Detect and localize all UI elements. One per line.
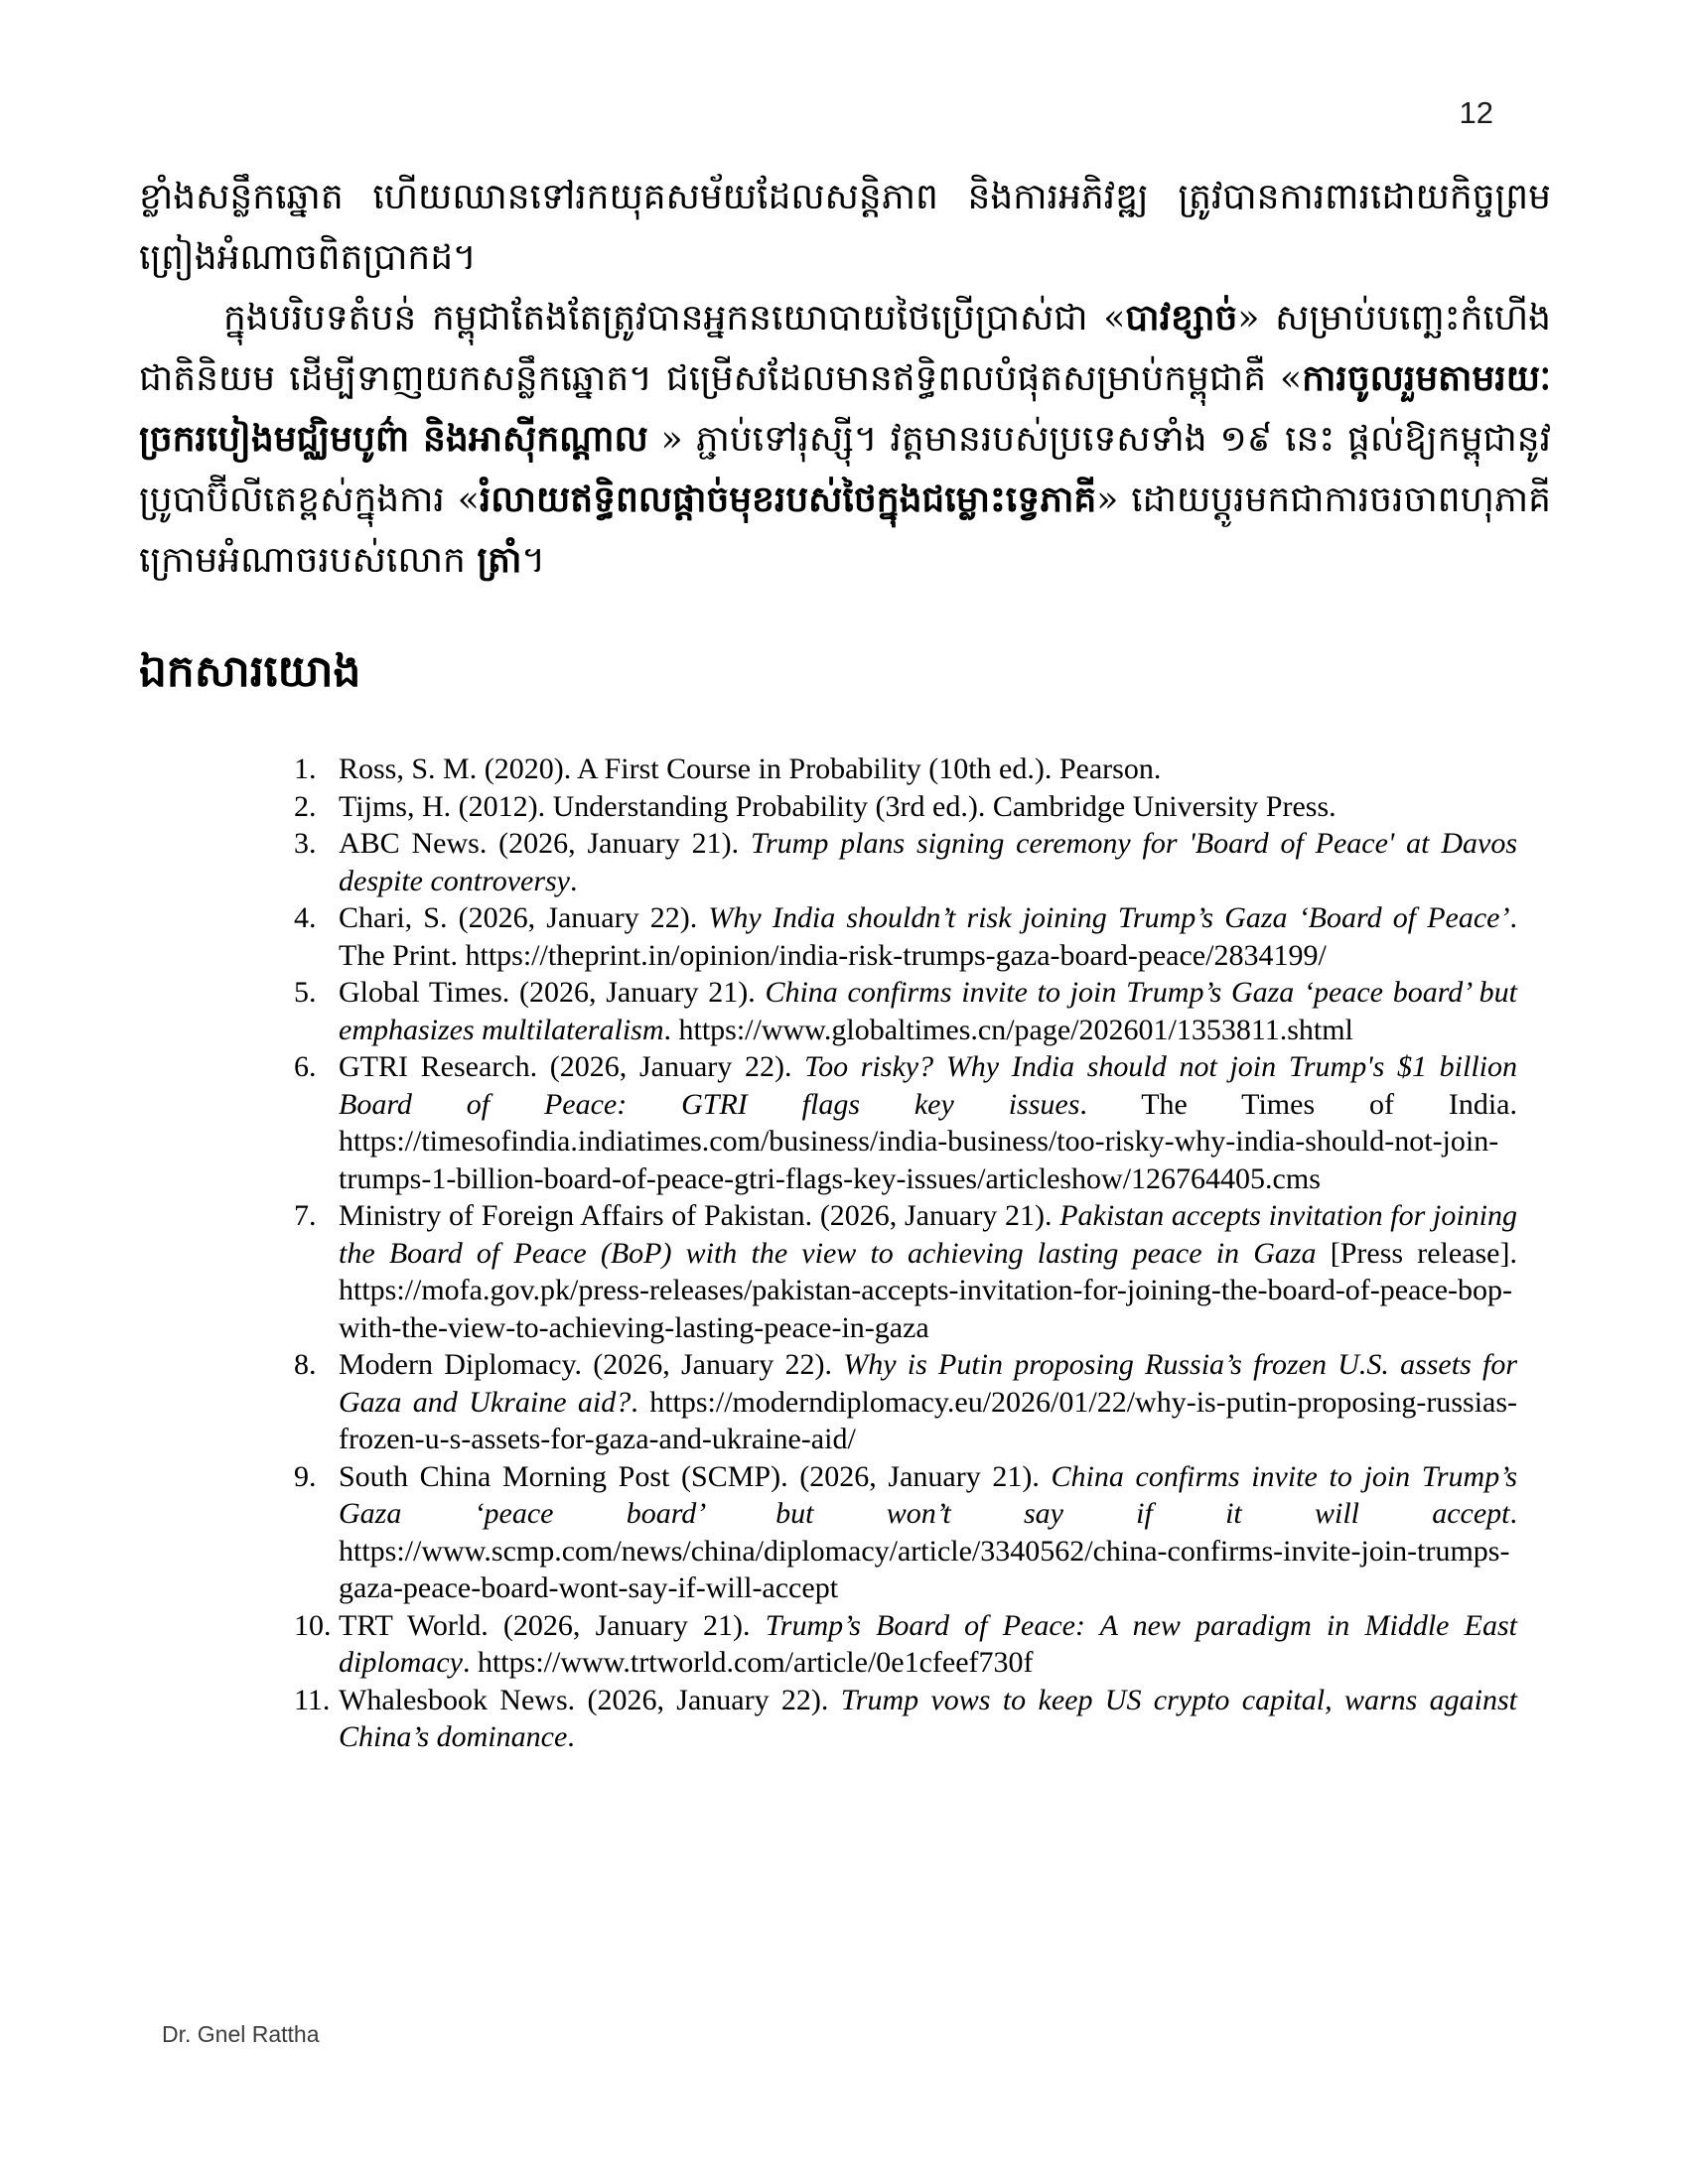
reference-number: 9.: [294, 1459, 317, 1493]
footer-author: Dr. Gnel Rattha: [162, 2021, 320, 2047]
khmer-body-text: [139, 167, 1551, 591]
reference-item: [294, 1346, 1517, 1458]
reference-text: [339, 901, 1517, 972]
reference-text-segment: [Press release]. https://mofa.gov.pk/press-releases/pakistan-accepts-invitation-for-joining-the-board-of-peace-bop-with-the-view-to-achieving-lasting-peace-in-gaza: [339, 1236, 1517, 1344]
reference-item: [294, 1607, 1517, 1682]
reference-title-segment: Why is Putin proposing Russia’s frozen U.S. assets for Gaza and Ukraine aid?: [339, 1348, 1517, 1419]
reference-text: [339, 976, 1517, 1046]
reference-item: [294, 1048, 1517, 1197]
khmer-text-segment: ខ្លាំងសន្លឹកឆ្នោត ហើយឈានទៅរកយុគសម័យដែលសន្តិភាព និងការអភិវឌ្ឍ ត្រូវបានការពារដោយកិច្ចព្រមព្រៀងអំណាចពិតប្រាកដ។: [139, 177, 1551, 278]
reference-number: 7.: [294, 1199, 317, 1232]
khmer-bold-phrase: ត្រាំ: [477, 539, 522, 581]
khmer-bold-phrase: រំលាយឥទ្ធិពលផ្តាច់មុខរបស់ថៃក្នុងជម្លោះទ្វេភាគី: [479, 478, 1097, 520]
reference-text-segment: Whalesbook News. (2026, January 22).: [339, 1683, 841, 1716]
khmer-text-segment: ។: [521, 540, 546, 581]
reference-text-segment: South China Morning Post (SCMP). (2026, January 21).: [339, 1459, 1052, 1493]
reference-text: [339, 1460, 1517, 1605]
reference-text-segment: Tijms, H. (2012). Understanding Probability (3rd ed.). Cambridge University Press.: [339, 789, 1336, 823]
reference-item: [294, 1197, 1517, 1346]
reference-text: [339, 1199, 1517, 1344]
reference-item: [294, 1682, 1517, 1756]
reference-number: 6.: [294, 1050, 317, 1083]
reference-title-segment: Trump’s Board of Peace: A new paradigm in Middle East diplomacy: [339, 1608, 1517, 1679]
reference-number: 8.: [294, 1348, 317, 1381]
reference-number: 10.: [294, 1608, 332, 1642]
reference-number: 3.: [294, 827, 317, 860]
reference-title-segment: Too risky? Why India should not join Trump's $1 billion Board of Peace: GTRI flags key issues: [339, 1050, 1517, 1121]
reference-text: [339, 827, 1517, 897]
khmer-paragraph: [139, 288, 1551, 591]
reference-text-segment: Ross, S. M. (2020). A First Course in Probability (10th ed.). Pearson.: [339, 752, 1162, 785]
reference-text-segment: . https://www.trtworld.com/article/0e1cfeef730f: [462, 1646, 1034, 1679]
reference-number: 5.: [294, 976, 317, 1009]
reference-text-segment: . https://www.globaltimes.cn/page/202601/1353811.shtml: [663, 1013, 1353, 1046]
reference-text: [339, 1609, 1517, 1680]
khmer-text-segment: » ដោយប្តូរមកជាការចរចាពហុភាគីក្រោមអំណាចរបស់លោក: [139, 479, 1551, 581]
reference-text-segment: Chari, S. (2026, January 22).: [339, 901, 709, 934]
reference-text-segment: ABC News. (2026, January 21).: [339, 827, 751, 860]
reference-number: 1.: [294, 752, 317, 785]
reference-title-segment: Trump vows to keep US crypto capital, warns against China’s dominance: [339, 1683, 1517, 1753]
reference-text: [339, 1348, 1517, 1455]
reference-text-segment: . The Times of India. https://timesofindia.indiatimes.com/business/india-business/too-risky-why-india-should-not-join-trumps-1-billion-board-of-peace-gtri-flags-key-issues/articleshow/126764405.cms: [339, 1087, 1517, 1195]
reference-text-segment: Modern Diplomacy. (2026, January 22).: [339, 1348, 844, 1381]
reference-title-segment: China confirms invite to join Trump’s Gaza ‘peace board’ but won’t say if it will accept: [339, 1459, 1517, 1530]
reference-item: [294, 825, 1517, 899]
reference-text-segment: . https://moderndiplomacy.eu/2026/01/22/why-is-putin-proposing-russias-frozen-u-s-assets-for-gaza-and-ukraine-aid/: [339, 1385, 1518, 1455]
reference-number: 11.: [294, 1683, 331, 1716]
reference-text: [339, 1684, 1517, 1754]
reference-text-segment: . https://www.scmp.com/news/china/diplomacy/article/3340562/china-confirms-invite-join-trumps-gaza-peace-board-wont-say-if-will-accept: [339, 1497, 1517, 1604]
reference-item: [294, 1458, 1517, 1607]
reference-item: [294, 788, 1517, 826]
reference-text-segment: .: [569, 864, 578, 897]
reference-text-segment: GTRI Research. (2026, January 22).: [339, 1050, 805, 1083]
reference-text-segment: Global Times. (2026, January 21).: [339, 976, 766, 1009]
khmer-bold-phrase: ការចូលរួមតាមរយៈច្រករបៀងមជ្ឈិមបូព៌ា និងអាស៊ីកណ្តាល: [139, 357, 1551, 460]
khmer-bold-phrase: បាវខ្សាច់: [1125, 297, 1238, 339]
reference-title-segment: Why India shouldn’t risk joining Trump’s Gaza ‘Board of Peace’: [708, 901, 1510, 934]
reference-item: [294, 899, 1517, 974]
khmer-text-segment: ក្នុងបរិបទតំបន់ កម្ពុជាតែងតែត្រូវបានអ្នកនយោបាយថៃប្រើប្រាស់ជា «: [223, 298, 1126, 339]
reference-text-segment: .: [567, 1720, 575, 1753]
reference-number: 4.: [294, 901, 317, 934]
page-number: 12: [1459, 95, 1493, 130]
reference-text-segment: TRT World. (2026, January 21).: [339, 1608, 766, 1642]
khmer-text-segment: » ភ្ជាប់ទៅរុស្ស៊ី។ វត្តមានរបស់ប្រទេសទាំង ១៩ នេះ ផ្តល់ឱ្យកម្ពុជានូវប្រូបាប៊ីលីតេខ្ពស់ក្នុងការ «: [139, 419, 1552, 520]
reference-text: [339, 752, 1161, 785]
reference-title-segment: Trump plans signing ceremony for 'Board of Peace' at Davos despite controversy: [339, 827, 1517, 897]
reference-item: [294, 974, 1517, 1048]
reference-number: 2.: [294, 789, 317, 823]
reference-text: [339, 1050, 1517, 1195]
reference-title-segment: Pakistan accepts invitation for joining the Board of Peace (BoP) with the view to achieving lasting peace in Gaza: [339, 1199, 1517, 1270]
khmer-text-segment: » សម្រាប់បញ្ឆេះកំហើងជាតិនិយម ដើម្បីទាញយកសន្លឹកឆ្នោត។ ជម្រើសដែលមានឥទ្ធិពលបំផុតសម្រាប់កម្ពុជាគឺ «: [139, 298, 1551, 399]
references-list: [294, 751, 1517, 1756]
reference-item: [294, 751, 1517, 788]
reference-title-segment: China confirms invite to join Trump’s Gaza ‘peace board’ but emphasizes multilateralism: [339, 976, 1517, 1046]
references-heading: ឯកសារយោង: [139, 646, 361, 697]
reference-text-segment: Ministry of Foreign Affairs of Pakistan. (2026, January 21).: [339, 1199, 1060, 1232]
reference-text: [339, 790, 1336, 823]
khmer-paragraph: [139, 167, 1551, 288]
reference-text-segment: . The Print. https://theprint.in/opinion/india-risk-trumps-gaza-board-peace/2834199/: [339, 901, 1517, 972]
